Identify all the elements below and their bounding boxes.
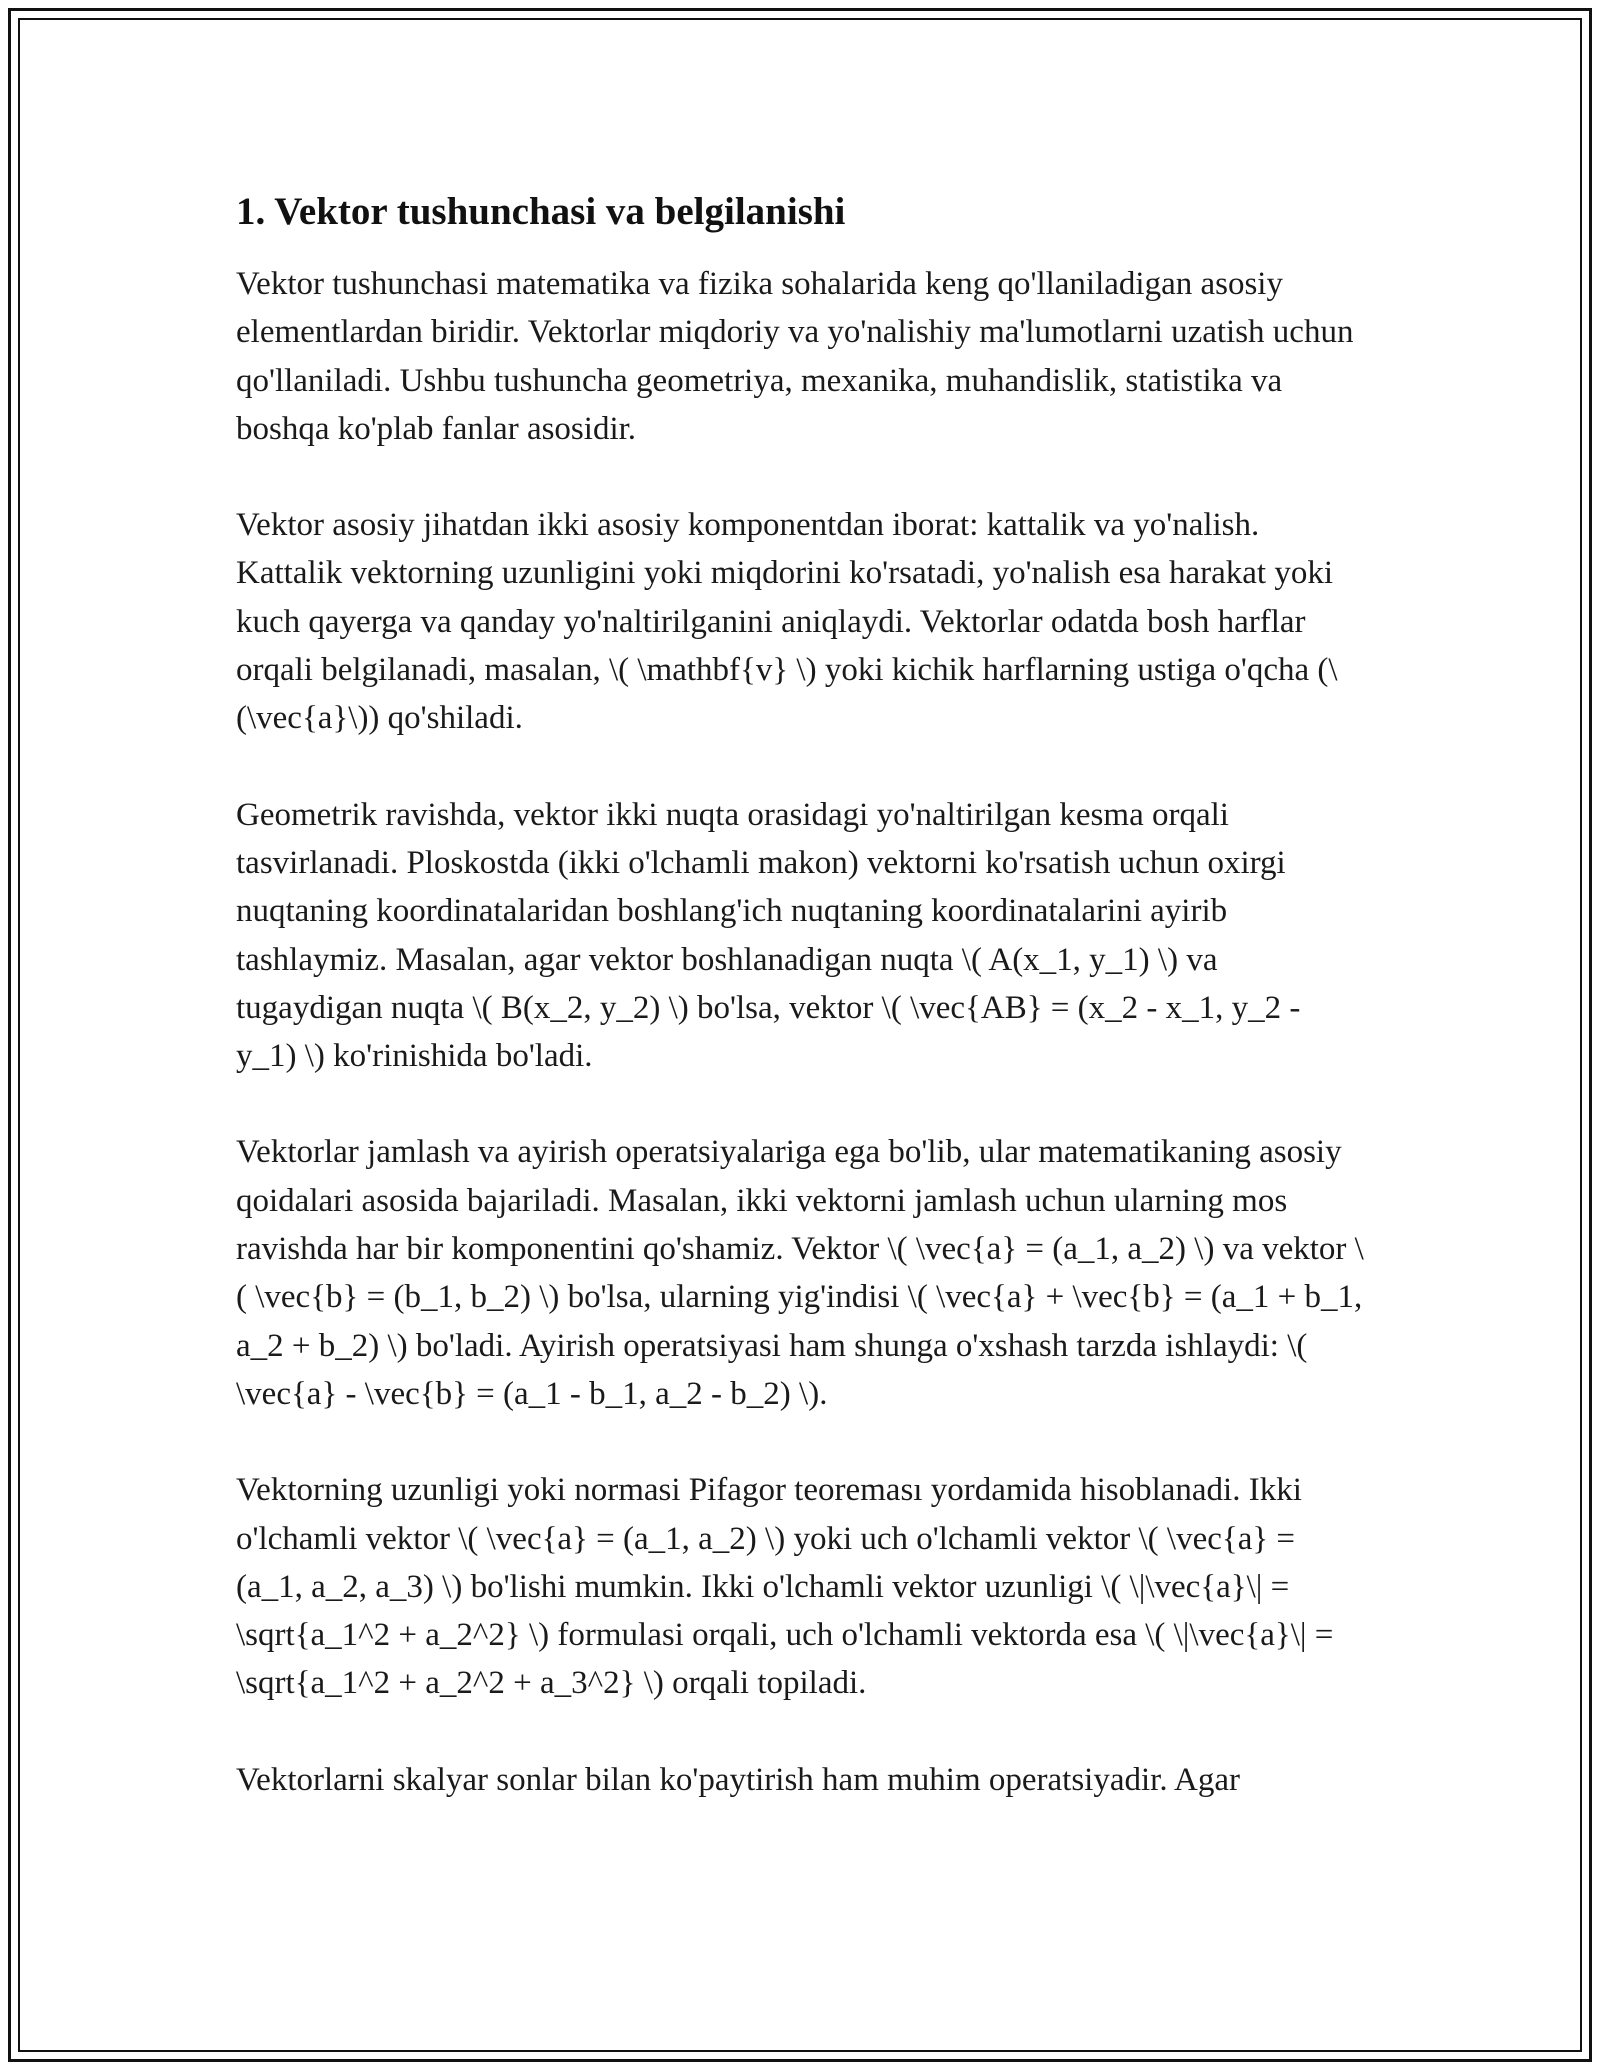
paragraph-intro: Vektor tushunchasi matematika va fizika sohalarida keng qo'llaniladigan asosiy elementlardan biridir. Vektorlar miqdoriy va yo'nalishiy ma'lumotlarni uzatish uchun qo'llaniladi. Ushbu tushuncha geometriya, mexanika, muhandislik, statistika va boshqa ko'plab fanlar asosidir.: [236, 266, 1354, 447]
section-heading: 1. Vektor tushunchasi va belgilanishi: [236, 190, 846, 233]
paragraph-components: Vektor asosiy jihatdan ikki asosiy komponentdan iborat: kattalik va yo'nalish. Kattalik vektorning uzunligini yoki miqdorini ko'rsatadi, yo'nalish esa harakat yoki kuch qayerga va qanday yo'naltirilganini aniqlaydi. Vektorlar odatda bosh harflar orqali belgilanadi, masalan, \( \mathbf{v} \) yoki kichik harflarning ustiga o'qcha (\(\vec{a}\)) qo'shiladi.: [236, 507, 1338, 737]
paragraph-geometric: Geometrik ravishda, vektor ikki nuqta orasidagi yo'naltirilgan kesma orqali tasvirlanadi. Ploskostda (ikki o'lchamli makon) vektorni ko'rsatish uchun oxirgi nuqtaning koordinatalaridan boshlang'ich nuqtaning koordinatalarini ayirib tashlaymiz. Masalan, agar vektor boshlanadigan nuqta \( A(x_1, y_1) \) va tugaydigan nuqta \( B(x_2, y_2) \) bo'lsa, vektor \( \vec{AB} = (x_2 - x_1, y_2 - y_1) \) ko'rinishida bo'ladi.: [236, 796, 1301, 1075]
paragraph-norm: Vektorning uzunligi yoki normasi Pifagor teoreması yordamida hisoblanadi. Ikki o'lchamli vektor \( \vec{a} = (a_1, a_2) \) yoki uch o'lchamli vektor \( \vec{a} = (a_1, a_2, a_3) \) bo'lishi mumkin. Ikki o'lchamli vektor uzunligi \( \|\vec{a}\| = \sqrt{a_1^2 + a_2^2} \) formulasi orqali, uch o'lchamli vektorda esa \( \|\vec{a}\| = \sqrt{a_1^2 + a_2^2 + a_3^2} \) orqali topiladi.: [236, 1472, 1334, 1702]
paragraph-addition: Vektorlar jamlash va ayirish operatsiyalariga ega bo'lib, ular matematikaning asosiy qoidalari asosida bajariladi. Masalan, ikki vektorni jamlash uchun ularning mos ravishda har bir komponentini qo'shamiz. Vektor \( \vec{a} = (a_1, a_2) \) va vektor \( \vec{b} = (b_1, b_2) \) bo'lsa, ularning yig'indisi \( \vec{a} + \vec{b} = (a_1 + b_1, a_2 + b_2) \) bo'ladi. Ayirish operatsiyasi ham shunga o'xshash tarzda ishlaydi: \( \vec{a} - \vec{b} = (a_1 - b_1, a_2 - b_2) \).: [236, 1134, 1364, 1412]
paragraph-scalar: Vektorlarni skalyar sonlar bilan ko'paytirish ham muhim operatsiyadir. Agar: [236, 1761, 1240, 1798]
document-body: [236, 186, 1366, 1852]
